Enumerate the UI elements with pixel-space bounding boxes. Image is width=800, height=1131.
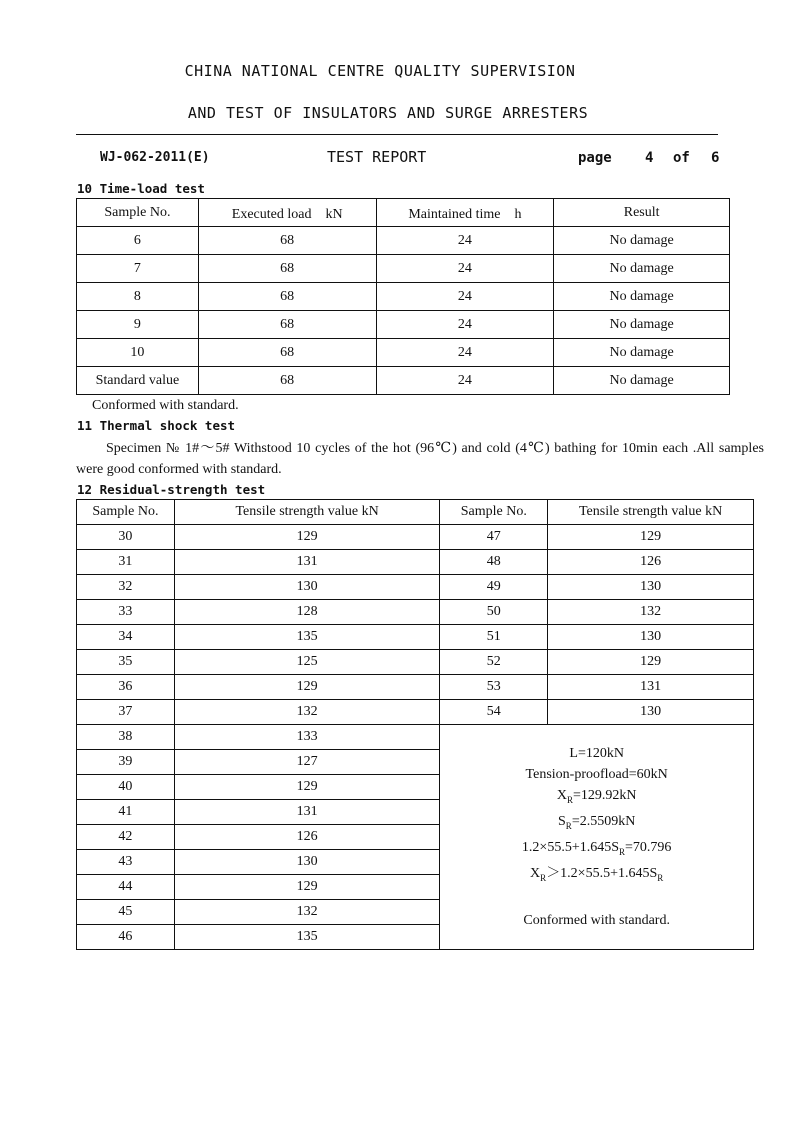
sample-no-cell: 9: [77, 311, 199, 339]
table-row: [77, 550, 754, 575]
sample-no-cell: 54: [440, 700, 548, 725]
table-row: [77, 283, 730, 311]
sample-no-cell: 44: [77, 875, 175, 900]
calc-line-xr: $X_R=129.92kN$: [556, 788, 637, 806]
load-cell: 68: [198, 283, 376, 311]
sample-no-cell: 40: [77, 775, 175, 800]
strength-cell: 126: [174, 825, 439, 850]
strength-cell: 135: [174, 625, 439, 650]
column-header: Sample No.: [77, 199, 199, 227]
section-heading-residual-strength: 12 Residual-strength test: [77, 482, 266, 497]
column-header: Tensile strength value kN: [174, 500, 439, 525]
page-total: 6: [711, 150, 720, 166]
sample-no-cell: 10: [77, 339, 199, 367]
result-cell: No damage: [554, 311, 730, 339]
strength-cell: 132: [548, 600, 754, 625]
sample-no-cell: 48: [440, 550, 548, 575]
strength-cell: 129: [174, 775, 439, 800]
result-cell: No damage: [554, 283, 730, 311]
strength-cell: 127: [174, 750, 439, 775]
load-cell: 68: [198, 227, 376, 255]
result-cell: No damage: [554, 255, 730, 283]
time-cell: 24: [376, 339, 554, 367]
sample-no-cell: 8: [77, 283, 199, 311]
table-row: [77, 675, 754, 700]
report-number: WJ-062-2011(E): [100, 150, 210, 165]
table-row: [77, 227, 730, 255]
table-row: [77, 650, 754, 675]
calc-line-proofload: Tension-proofload=60kN: [525, 767, 668, 783]
calc-line-eq2: $X_R>1.2\times 55.5+1.645S_R$: [530, 865, 664, 883]
strength-cell: 129: [174, 875, 439, 900]
strength-cell: 132: [174, 900, 439, 925]
time-cell: 24: [376, 367, 554, 395]
sample-no-cell: 51: [440, 625, 548, 650]
table-row: [77, 725, 754, 750]
calc-conclusion: Conformed with standard.: [523, 912, 670, 928]
sample-no-cell: 32: [77, 575, 175, 600]
sample-no-cell: 7: [77, 255, 199, 283]
table-row: [77, 255, 730, 283]
load-cell: 68: [198, 311, 376, 339]
time-cell: 24: [376, 283, 554, 311]
strength-cell: 125: [174, 650, 439, 675]
table-row: [77, 367, 730, 395]
residual-strength-table: [76, 499, 754, 950]
page-of: of: [673, 150, 690, 166]
strength-cell: 135: [174, 925, 439, 950]
column-header: Executed load kN: [198, 199, 376, 227]
calc-spacer: [440, 889, 753, 910]
sample-no-cell: 38: [77, 725, 175, 750]
sample-no-cell: 50: [440, 600, 548, 625]
strength-cell: 130: [174, 850, 439, 875]
strength-cell: 126: [548, 550, 754, 575]
calc-line-l: L=120kN: [569, 746, 624, 762]
strength-cell: 130: [548, 700, 754, 725]
table-row: [77, 575, 754, 600]
statistics-calculation-cell: [440, 725, 754, 950]
sample-no-cell: 39: [77, 750, 175, 775]
header-divider: [76, 134, 718, 135]
column-header: Maintained time h: [376, 199, 554, 227]
time-cell: 24: [376, 227, 554, 255]
strength-cell: 131: [548, 675, 754, 700]
section-heading-thermal-shock: 11 Thermal shock test: [77, 418, 236, 433]
sample-no-cell: 45: [77, 900, 175, 925]
table-row: [77, 339, 730, 367]
strength-cell: 129: [174, 675, 439, 700]
calc-line-eq1: $1.2\times 55.5+1.645S_R=70.796$: [521, 840, 672, 857]
section-heading-time-load: 10 Time-load test: [77, 181, 205, 196]
report-title: TEST REPORT: [327, 148, 427, 166]
sample-no-cell: Standard value: [77, 367, 199, 395]
strength-cell: 129: [548, 525, 754, 550]
sample-no-cell: 34: [77, 625, 175, 650]
strength-cell: 132: [174, 700, 439, 725]
sample-no-cell: 33: [77, 600, 175, 625]
load-cell: 68: [198, 255, 376, 283]
table-row: [77, 625, 754, 650]
time-cell: 24: [376, 255, 554, 283]
header-title-line2: AND TEST OF INSULATORS AND SURGE ARRESTERS: [187, 104, 589, 122]
column-header: Sample No.: [440, 500, 548, 525]
table-row: [77, 525, 754, 550]
sample-no-cell: 31: [77, 550, 175, 575]
time-cell: 24: [376, 311, 554, 339]
time-load-conclusion: Conformed with standard.: [92, 398, 239, 413]
result-cell: No damage: [554, 227, 730, 255]
sample-no-cell: 46: [77, 925, 175, 950]
strength-cell: 128: [174, 600, 439, 625]
sample-no-cell: 41: [77, 800, 175, 825]
column-header: Tensile strength value kN: [548, 500, 754, 525]
strength-cell: 131: [174, 550, 439, 575]
result-cell: No damage: [554, 339, 730, 367]
column-header: Sample No.: [77, 500, 175, 525]
calc-line-sr: $S_R=2.5509kN$: [558, 814, 636, 831]
sample-no-cell: 53: [440, 675, 548, 700]
thermal-shock-text: [76, 438, 764, 480]
sample-no-cell: 37: [77, 700, 175, 725]
sample-no-cell: 42: [77, 825, 175, 850]
sample-no-cell: 6: [77, 227, 199, 255]
table-header-row: [77, 199, 730, 227]
table-header-row: [77, 500, 754, 525]
strength-cell: 130: [548, 575, 754, 600]
strength-cell: 129: [548, 650, 754, 675]
sample-no-cell: 49: [440, 575, 548, 600]
header-title-line1: CHINA NATIONAL CENTRE QUALITY SUPERVISION: [184, 62, 576, 80]
sample-no-cell: 52: [440, 650, 548, 675]
load-cell: 68: [198, 339, 376, 367]
result-cell: No damage: [554, 367, 730, 395]
strength-cell: 131: [174, 800, 439, 825]
strength-cell: 130: [548, 625, 754, 650]
table-row: [77, 600, 754, 625]
table-row: [77, 311, 730, 339]
time-load-table: [76, 198, 730, 395]
sample-no-cell: 43: [77, 850, 175, 875]
sample-no-cell: 36: [77, 675, 175, 700]
page-number: 4: [645, 150, 654, 166]
strength-cell: 133: [174, 725, 439, 750]
strength-cell: 129: [174, 525, 439, 550]
table-row: [77, 700, 754, 725]
strength-cell: 130: [174, 575, 439, 600]
thermal-shock-paragraph: Specimen № 1#～5# Withstood 10 cycles of the hot (96℃) and cold (4℃) bathing for 10min each .All samples were good conformed with standard.: [76, 441, 764, 477]
load-cell: 68: [198, 367, 376, 395]
sample-no-cell: 30: [77, 525, 175, 550]
sample-no-cell: 35: [77, 650, 175, 675]
column-header: Result: [554, 199, 730, 227]
sample-no-cell: 47: [440, 525, 548, 550]
page-label: page: [578, 150, 612, 166]
